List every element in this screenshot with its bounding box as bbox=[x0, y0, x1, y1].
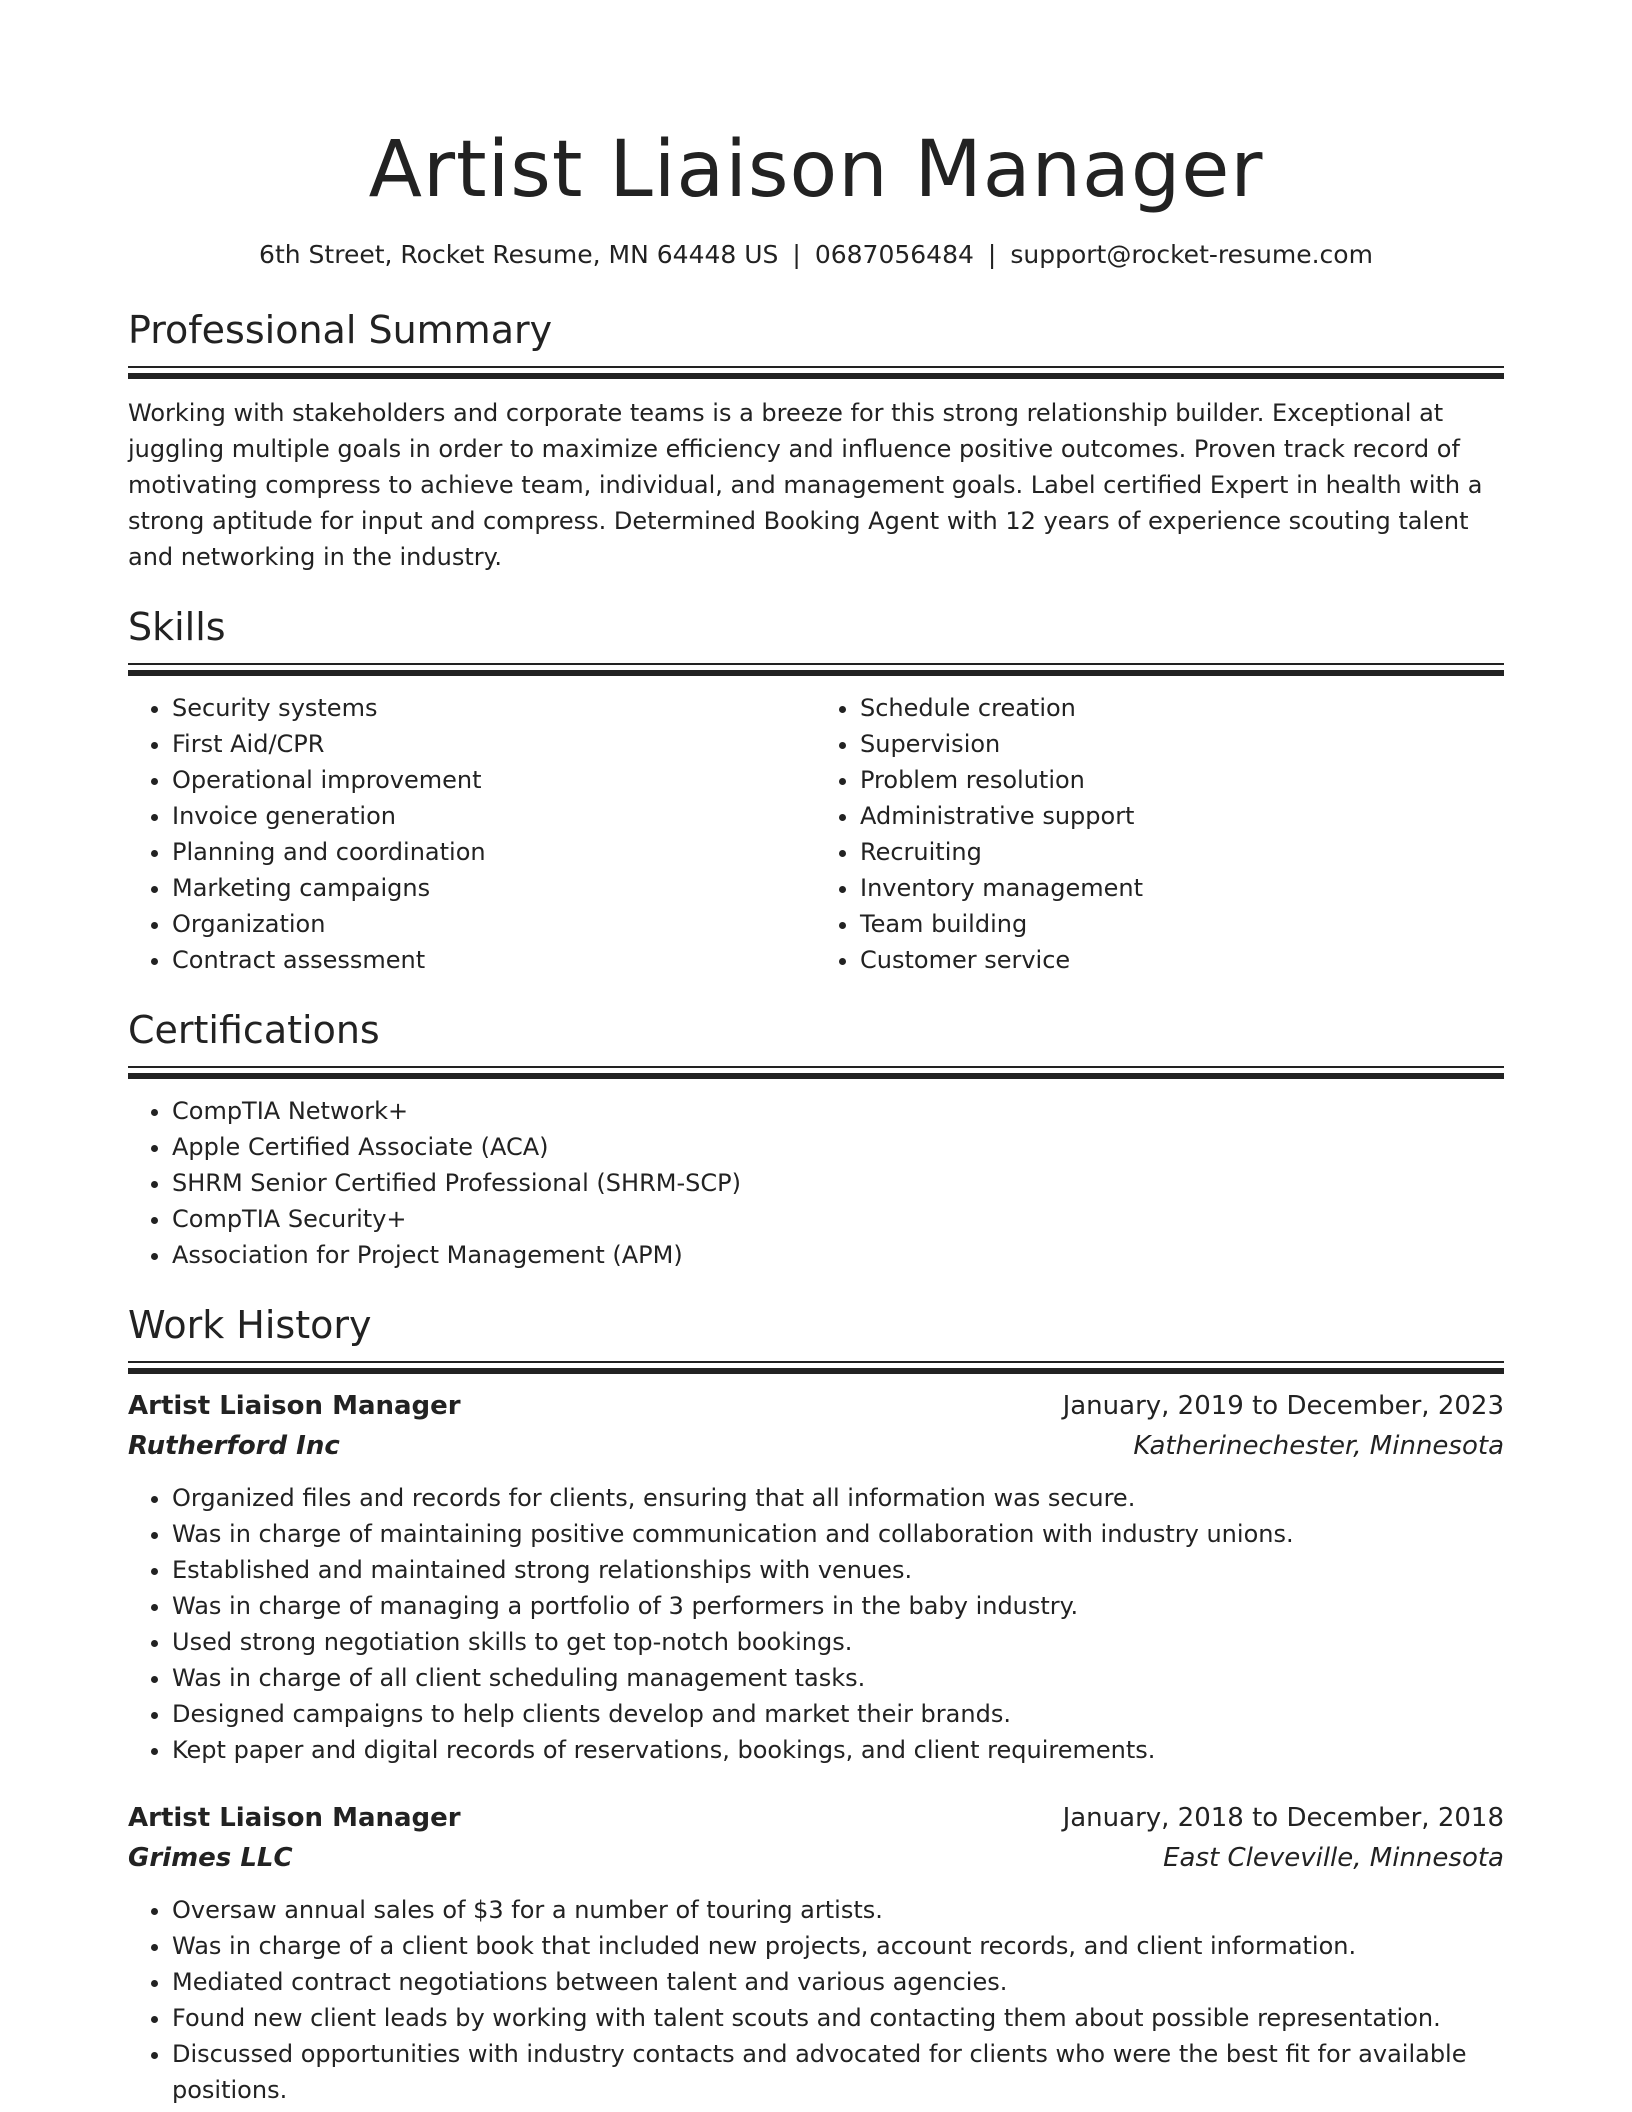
skills-list-right bbox=[816, 690, 1504, 978]
skill-item: • Security systems bbox=[172, 690, 816, 726]
job-location: East Cleveville, Minnesota bbox=[1163, 1843, 1504, 1873]
certifications-section bbox=[128, 1006, 1504, 1273]
skill-item: • Recruiting bbox=[860, 834, 1504, 870]
job-bullet: • Found new client leads by working with talent scouts and contacting them about possible representation. bbox=[172, 2000, 1504, 2036]
skill-item: • Supervision bbox=[860, 726, 1504, 762]
certification-item: • CompTIA Network+ bbox=[172, 1093, 1504, 1129]
certification-item: • SHRM Senior Certified Professional (SHRM-SCP) bbox=[172, 1165, 1504, 1201]
skill-item: • Planning and coordination bbox=[172, 834, 816, 870]
job-subheader bbox=[128, 1838, 1504, 1878]
job-bullets bbox=[128, 1480, 1504, 1768]
contact-address: 6th Street, Rocket Resume, MN 64448 US bbox=[259, 240, 779, 269]
skills-grid bbox=[128, 676, 1504, 978]
contact-email: support@rocket-resume.com bbox=[1010, 240, 1373, 269]
work-history-section bbox=[128, 1301, 1504, 2108]
job-title: Artist Liaison Manager bbox=[128, 1803, 461, 1833]
section-divider bbox=[128, 366, 1504, 368]
contact-separator: | bbox=[987, 240, 997, 269]
resume-name: Artist Liaison Manager bbox=[368, 125, 1264, 215]
skill-item: • Inventory management bbox=[860, 870, 1504, 906]
job-bullet: • Oversaw annual sales of $3 for a number of touring artists. bbox=[172, 1892, 1504, 1928]
section-divider bbox=[128, 663, 1504, 665]
certification-item: • CompTIA Security+ bbox=[172, 1201, 1504, 1237]
skill-item: • Invoice generation bbox=[172, 798, 816, 834]
section-title-work-history: Work History bbox=[128, 1303, 372, 1347]
job-entry bbox=[128, 1386, 1504, 1768]
section-title-skills: Skills bbox=[128, 605, 226, 649]
skills-list-left bbox=[128, 690, 816, 978]
job-bullet: • Was in charge of all client scheduling management tasks. bbox=[172, 1660, 1504, 1696]
job-bullet: • Organized files and records for clients, ensuring that all information was secure. bbox=[172, 1480, 1504, 1516]
job-header bbox=[128, 1798, 1504, 1838]
job-location: Katherinechester, Minnesota bbox=[1133, 1431, 1504, 1461]
job-title: Artist Liaison Manager bbox=[128, 1391, 461, 1421]
job-header bbox=[128, 1386, 1504, 1426]
skills-section bbox=[128, 603, 1504, 978]
section-title-summary: Professional Summary bbox=[128, 308, 553, 352]
section-divider bbox=[128, 1361, 1504, 1363]
skill-item: • Administrative support bbox=[860, 798, 1504, 834]
job-company: Grimes LLC bbox=[128, 1843, 293, 1873]
certifications-list bbox=[128, 1093, 1504, 1273]
job-bullet: • Was in charge of managing a portfolio of 3 performers in the baby industry. bbox=[172, 1588, 1504, 1624]
job-bullet: • Discussed opportunities with industry contacts and advocated for clients who were the best fit for available positions. bbox=[172, 2036, 1504, 2108]
job-bullet: • Was in charge of a client book that included new projects, account records, and client information. bbox=[172, 1928, 1504, 1964]
skill-item: • Marketing campaigns bbox=[172, 870, 816, 906]
contact-separator: | bbox=[792, 240, 801, 269]
resume-page bbox=[128, 0, 1504, 2108]
skill-item: • Customer service bbox=[860, 942, 1504, 978]
contact-phone: 0687056484 bbox=[814, 240, 974, 269]
job-dates: January, 2019 to December, 2023 bbox=[1062, 1391, 1504, 1421]
summary-section bbox=[128, 306, 1504, 575]
section-divider bbox=[128, 1066, 1504, 1068]
certification-item: • Association for Project Management (APM) bbox=[172, 1237, 1504, 1273]
job-entry bbox=[128, 1798, 1504, 2108]
job-bullets bbox=[128, 1892, 1504, 2108]
section-divider-thick bbox=[128, 373, 1504, 379]
job-bullet: • Used strong negotiation skills to get top-notch bookings. bbox=[172, 1624, 1504, 1660]
section-title-certifications: Certifications bbox=[128, 1008, 380, 1052]
job-bullet: • Was in charge of maintaining positive communication and collaboration with industry unions. bbox=[172, 1516, 1504, 1552]
job-bullet: • Established and maintained strong relationships with venues. bbox=[172, 1552, 1504, 1588]
section-divider-thick bbox=[128, 1368, 1504, 1374]
job-bullet: • Kept paper and digital records of reservations, bookings, and client requirements. bbox=[172, 1732, 1504, 1768]
skill-item: • Operational improvement bbox=[172, 762, 816, 798]
skill-item: • Problem resolution bbox=[860, 762, 1504, 798]
skill-item: • Contract assessment bbox=[172, 942, 816, 978]
job-bullet: • Designed campaigns to help clients develop and market their brands. bbox=[172, 1696, 1504, 1732]
skill-item: • Organization bbox=[172, 906, 816, 942]
job-dates: January, 2018 to December, 2018 bbox=[1062, 1803, 1504, 1833]
contact-line bbox=[128, 238, 1504, 272]
certification-item: • Apple Certified Associate (ACA) bbox=[172, 1129, 1504, 1165]
skill-item: • Schedule creation bbox=[860, 690, 1504, 726]
job-subheader bbox=[128, 1426, 1504, 1466]
summary-text: Working with stakeholders and corporate teams is a breeze for this strong relationship builder. Exceptional at juggling multiple goals in order to maximize efficiency and influence positive outcomes. Proven track record of motivating compress to achieve team, individual, and management goals. Label certified Expert in health with a strong aptitude for input and compress. Determined Booking Agent with 12 years of experience scouting talent and networking in the industry. bbox=[128, 399, 1483, 571]
skill-item: • First Aid/CPR bbox=[172, 726, 816, 762]
job-bullet: • Mediated contract negotiations between talent and various agencies. bbox=[172, 1964, 1504, 2000]
skill-item: • Team building bbox=[860, 906, 1504, 942]
section-divider-thick bbox=[128, 1073, 1504, 1079]
job-company: Rutherford Inc bbox=[128, 1431, 340, 1461]
